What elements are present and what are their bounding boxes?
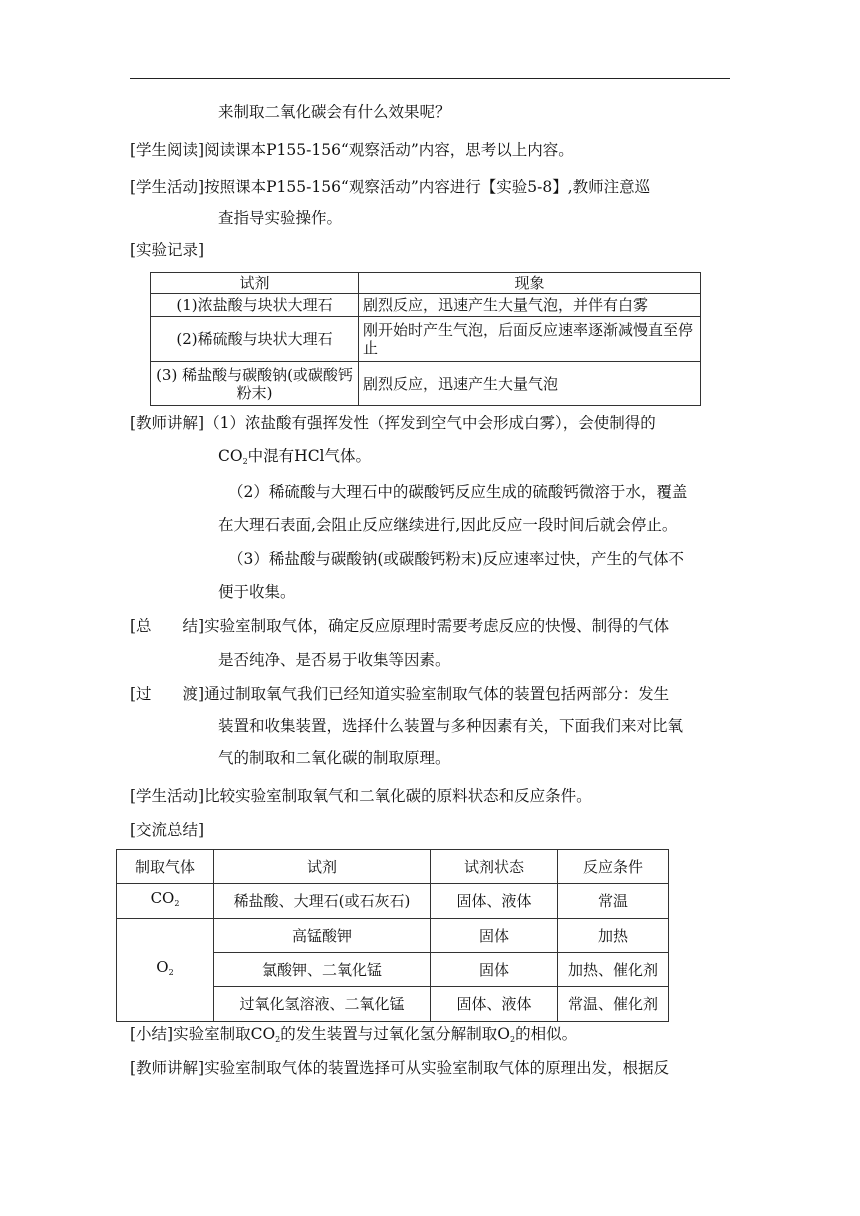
table-cell: (1)浓盐酸与块状大理石	[151, 294, 359, 317]
table-header-row	[151, 273, 701, 294]
table-cell: (3) 稀盐酸与碳酸钠(或碳酸钙粉末)	[151, 362, 359, 406]
table-cell: 稀盐酸、大理石(或石灰石)	[214, 884, 431, 919]
table-header-cell: 制取气体	[117, 850, 214, 884]
paragraph-student-activity-2: [学生活动]比较实验室制取氧气和二氧化碳的原料状态和反应条件。	[130, 787, 592, 805]
paragraph: （3）稀盐酸与碳酸钠(或碳酸钙粉末)反应速率过快，产生的气体不	[228, 550, 684, 568]
table-cell: 常温	[558, 884, 669, 919]
experiment-record-table	[150, 272, 701, 406]
table-cell: 固体	[431, 919, 558, 953]
table-header-cell: 试剂	[214, 850, 431, 884]
table-cell: 剧烈反应，迅速产生大量气泡，并伴有白雾	[359, 294, 701, 317]
table-cell: 加热	[558, 919, 669, 953]
table-cell: 过氧化氢溶液、二氧化锰	[214, 987, 431, 1022]
header-rule	[130, 78, 730, 79]
paragraph-brief-summary	[130, 1024, 577, 1050]
paragraph-transition: [过 渡]通过制取氧气我们已经知道实验室制取气体的装置包括两部分：发生	[130, 685, 670, 703]
formula-co2: CO	[218, 447, 243, 465]
formula-co2: CO	[150, 889, 175, 907]
table-header-cell: 现象	[359, 273, 701, 294]
table-header-cell: 反应条件	[558, 850, 669, 884]
paragraph-summary: [总 结]实验室制取气体，确定反应原理时需要考虑反应的快慢、制得的气体	[130, 617, 670, 635]
formula-o2: O	[156, 958, 169, 976]
table-row	[151, 317, 701, 362]
paragraph-student-reading: [学生阅读]阅读课本P155-156“观察活动”内容，思考以上内容。	[130, 141, 574, 159]
text: 的发生装置与过氧化氢分解制取O	[280, 1025, 510, 1043]
table-cell	[117, 919, 214, 1022]
table-header-cell: 试剂状态	[431, 850, 558, 884]
paragraph: 气的制取和二氧化碳的制取原理。	[218, 749, 451, 767]
paragraph-teacher-explanation-2: [教师讲解]实验室制取气体的装置选择可从实验室制取气体的原理出发，根据反	[130, 1059, 670, 1077]
table-cell: 剧烈反应，迅速产生大量气泡	[359, 362, 701, 406]
text: 的相似。	[515, 1025, 578, 1043]
table-row	[151, 294, 701, 317]
table-cell: 高锰酸钾	[214, 919, 431, 953]
subscript: 2	[275, 1035, 281, 1044]
table-cell: 固体、液体	[431, 987, 558, 1022]
table-cell: (2)稀硫酸与块状大理石	[151, 317, 359, 362]
table-row	[117, 884, 669, 919]
table-cell: 氯酸钾、二氧化锰	[214, 953, 431, 987]
paragraph: 便于收集。	[218, 583, 296, 601]
paragraph-student-activity: [学生活动]按照课本P155-156“观察活动”内容进行【实验5-8】,教师注意巡	[130, 178, 651, 196]
paragraph: 是否纯净、是否易于收集等因素。	[218, 651, 451, 669]
paragraph-continuation: 查指导实验操作。	[218, 209, 343, 227]
table-cell: 固体、液体	[431, 884, 558, 919]
table-row	[117, 919, 669, 953]
gas-comparison-table	[116, 849, 669, 1022]
table-cell: 常温、催化剂	[558, 987, 669, 1022]
subscript: 2	[242, 457, 248, 466]
table-cell: 固体	[431, 953, 558, 987]
subscript: 2	[168, 968, 174, 977]
paragraph-teacher-explanation: [教师讲解]（1）浓盐酸有强挥发性（挥发到空气中会形成白雾），会使制得的	[130, 414, 656, 432]
paragraph: 在大理石表面,会阻止反应继续进行,因此反应一段时间后就会停止。	[218, 516, 678, 534]
table-header-cell: 试剂	[151, 273, 359, 294]
table-cell: 刚开始时产生气泡，后面反应速率逐渐减慢直至停止	[359, 317, 701, 362]
subscript: 2	[174, 899, 180, 908]
paragraph: 装置和收集装置，选择什么装置与多种因素有关，下面我们来对比氧	[218, 717, 684, 735]
paragraph	[218, 446, 371, 472]
paragraph: （2）稀硫酸与大理石中的碳酸钙反应生成的硫酸钙微溶于水，覆盖	[228, 483, 688, 501]
text: [小结]实验室制取CO	[130, 1025, 276, 1043]
section-label-exchange-summary: [交流总结]	[130, 821, 205, 839]
text: 中混有HCl气体。	[247, 447, 372, 465]
paragraph: 来制取二氧化碳会有什么效果呢？	[218, 103, 451, 121]
table-cell	[117, 884, 214, 919]
subscript: 2	[509, 1035, 516, 1044]
section-label-experiment-record: [实验记录]	[130, 241, 205, 259]
table-row	[151, 362, 701, 406]
table-cell: 加热、催化剂	[558, 953, 669, 987]
table-header-row	[117, 850, 669, 884]
